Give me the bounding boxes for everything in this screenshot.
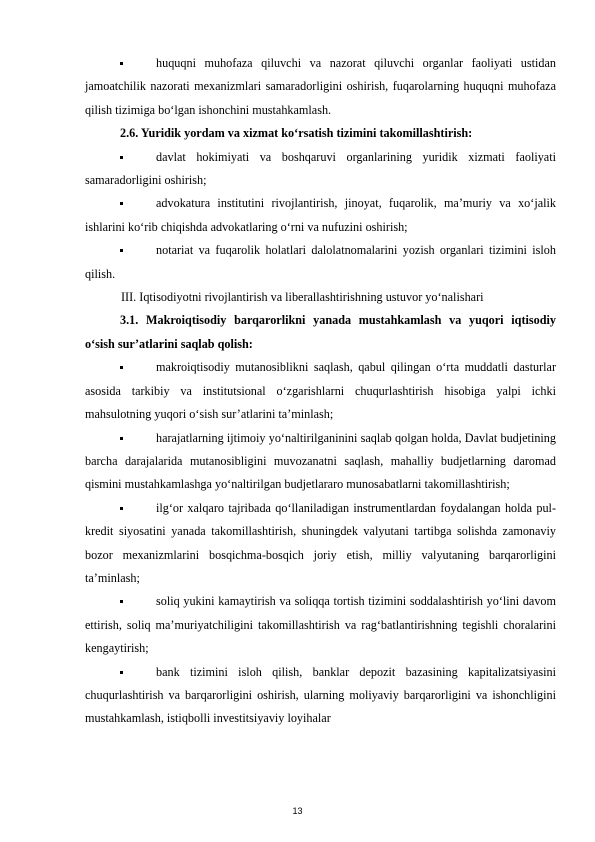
paragraph-text: davlat hokimiyati va boshqaruvi organlarining yuridik xizmati faoliyati samaradorligini oshirish; [85, 149, 556, 188]
bullet-icon [120, 62, 123, 65]
heading-text: 3.1. Makroiqtisodiy barqarorlikni yanada mustahkamlash va yuqori iqtisodiy o‘sish sur’atlarini saqlab qolish: [85, 313, 556, 351]
bullet-paragraph [85, 356, 556, 426]
bullet-icon [120, 249, 123, 252]
bullet-paragraph [85, 590, 556, 660]
bullet-icon [120, 437, 123, 440]
section-heading [85, 309, 556, 356]
bullet-paragraph [85, 427, 556, 497]
paragraph-text: huquqni muhofaza qiluvchi va nazorat qiluvchi organlar faoliyati ustidan jamoatchilik nazorati mexanizmlari samaradorligini oshirish, fuqarolarning huquqni muhofaza qilish tizimiga bo‘lgan ishonchini mustahkamlash. [85, 56, 556, 117]
bullet-paragraph [85, 52, 556, 122]
bullet-icon [120, 507, 123, 510]
section-title-text: III. Iqtisodiyotni rivojlantirish va liberallashtirishning ustuvor yo‘nalishari [121, 290, 484, 305]
bullet-icon [120, 202, 123, 205]
bullet-icon [120, 671, 123, 674]
paragraph-text: makroiqtisodiy mutanosiblikni saqlash, qabul qilingan o‘rta muddatli dasturlar asosida tarkibiy va institutsional o‘zgarishlarni chuqurlashtirish hisobiga yalpi ichki mahsulotning yuqori o‘sish sur’atlarini ta’minlash; [85, 360, 556, 422]
bullet-icon [120, 600, 123, 603]
bullet-paragraph [85, 146, 556, 193]
paragraph-text: ilg‘or xalqaro tajribada qo‘llaniladigan instrumentlardan foydalangan holda pul-kredit siyosatini yanada takomillashtirish, shuningdek valyutani tartibga solishda zamonaviy bozor mexanizmlarini bosqichma-bosqich joriy etish, milliy valyutaning barqarorligini ta’minlash; [85, 500, 556, 585]
page-number: 13 [292, 806, 303, 816]
bullet-paragraph [85, 497, 556, 591]
paragraph-text: soliq yukini kamaytirish va soliqqa tortish tizimini soddalashtirish yo‘lini davom ettirish, soliq ma’muriyatchiligini takomillashtirish va rag‘batlantirishning tegishli choralarini kengaytirish; [85, 594, 556, 656]
bullet-icon [120, 156, 123, 159]
bullet-paragraph [85, 192, 556, 239]
paragraph-text: bank tizimini isloh qilish, banklar depozit bazasining kapitalizatsiyasini chuqurlashtirish va barqarorligini oshirish, ularning moliyaviy barqarorligini va ishonchligini mustahkamlash, istiqbolli investitsiyaviy loyihalar [85, 664, 556, 726]
section-heading [85, 122, 556, 145]
paragraph-text: advokatura institutini rivojlantirish, jinoyat, fuqarolik, ma’muriy va xo‘jalik ishlarini ko‘rib chiqishda advokatlaring o‘rni va nufuzini oshirish; [85, 196, 556, 234]
section-title [85, 286, 556, 309]
paragraph-text: harajatlarning ijtimoiy yo‘naltirilganinini saqlab qolgan holda, Davlat budjetining barcha darajalarida mutanosibligini muvozanatni saqlash, mahalliy budjetlarning daromad qismini mustahkamlashga yo‘naltirilgan budjetlararo munosabatlarni takomillashtirish; [85, 430, 556, 492]
heading-text: 2.6. Yuridik yordam va xizmat ko‘rsatish tizimini takomillashtirish: [120, 126, 473, 141]
bullet-paragraph [85, 239, 556, 286]
paragraph-text: notariat va fuqarolik holatlari dalolatnomalarini yozish organlari tizimini isloh qilish. [85, 243, 556, 281]
document-body [85, 52, 556, 731]
bullet-icon [120, 366, 123, 369]
bullet-paragraph [85, 661, 556, 731]
